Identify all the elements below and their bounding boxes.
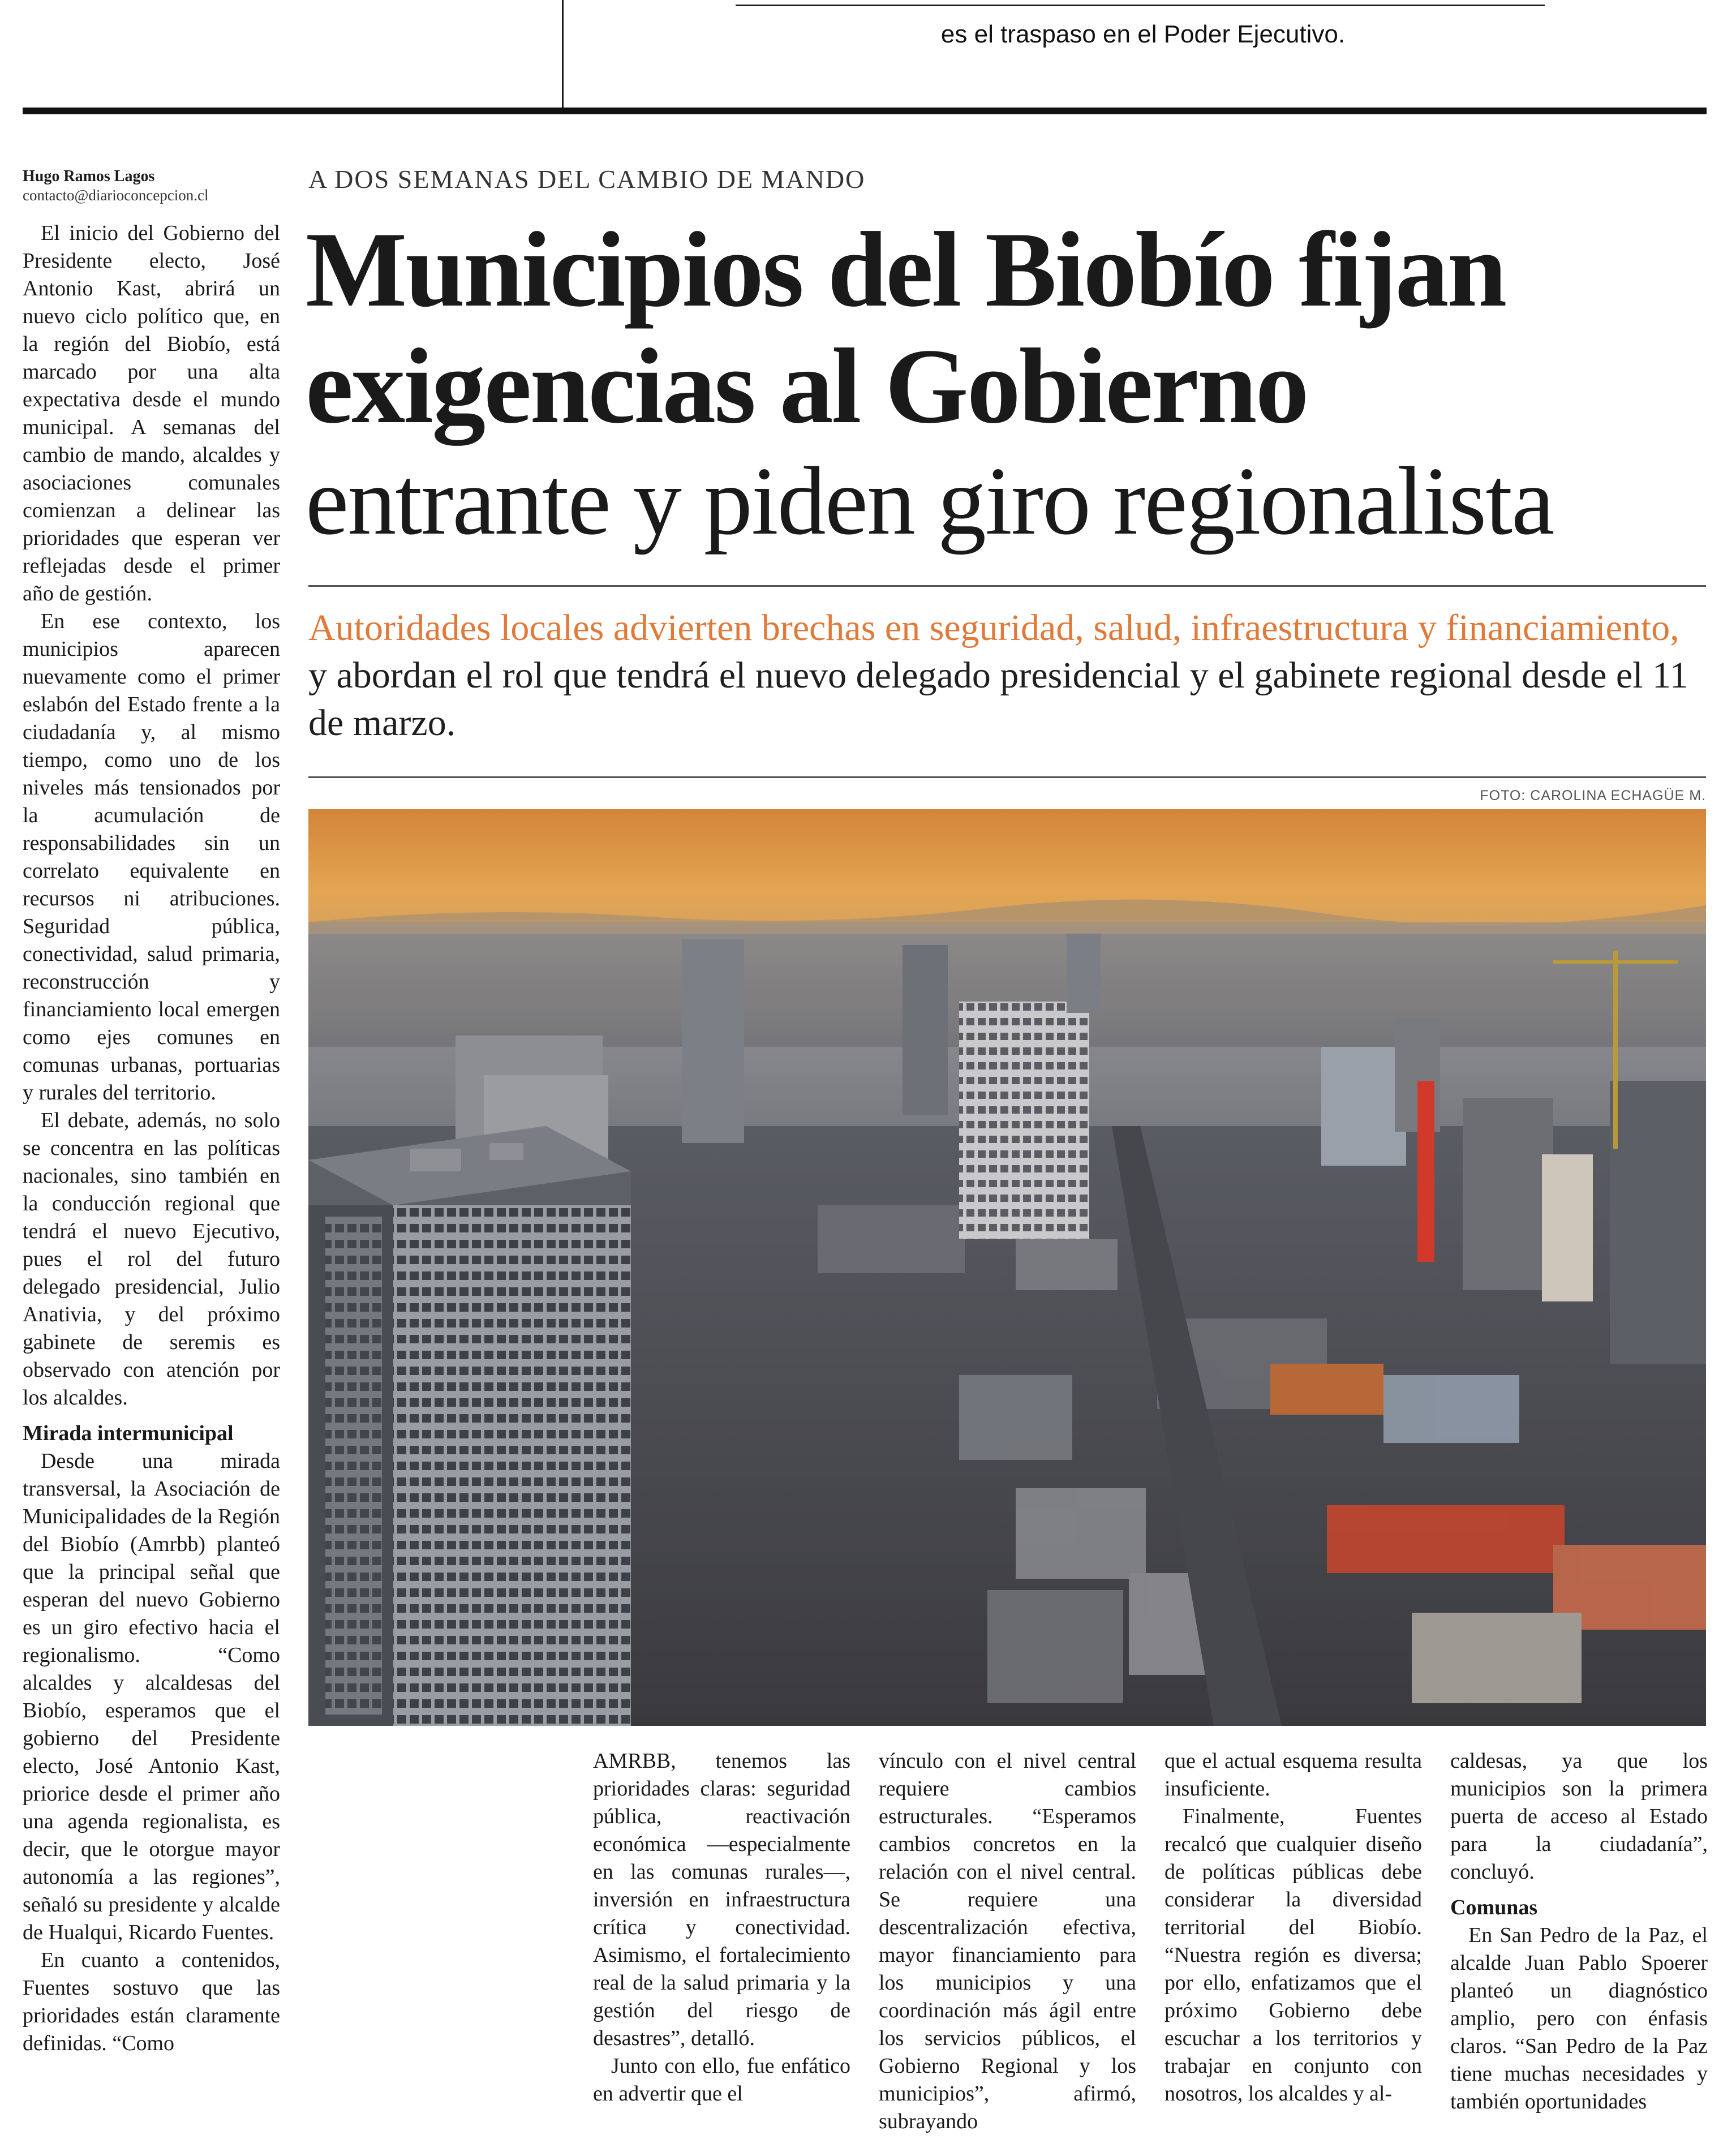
previous-article-continuation: es el traspaso en el Poder Ejecutivo. (940, 20, 1346, 48)
body-paragraph: En San Pedro de la Paz, el alcalde Juan Pablo Spoerer planteó un diagnóstico amplio, pero con énfasis claros. “San Pedro de la Paz tiene muchas necesidades y también oportunidades (1450, 1923, 1708, 2113)
subhead-mirada-intermunicipal: Mirada intermunicipal (23, 1421, 234, 1445)
byline-email[interactable]: contacto@diarioconcepcion.cl (23, 187, 209, 204)
article-deck (308, 604, 1706, 747)
body-column-1 (23, 220, 280, 2143)
body-paragraph: Junto con ello, fue enfático en advertir que el (593, 2054, 850, 2106)
body-column-5 (1450, 1747, 1708, 2148)
headline-line-1: Municipios del Biobío fijan (306, 210, 1506, 329)
headline-rule (308, 585, 1706, 587)
body-paragraph: En cuanto a contenidos, Fuentes sostuvo que las prioridades están claramente definidas. “Como (23, 1948, 280, 2055)
deck-rest: y abordan el rol que tendrá el nuevo delegado presidencial y el gabinete regional desde el 11 de marzo. (308, 655, 1688, 744)
body-column-2 (593, 1747, 850, 2148)
photo-credit: FOTO: CAROLINA ECHAGÜE M. (1480, 788, 1706, 804)
body-paragraph: AMRBB, tenemos las prioridades claras: seguridad pública, reactivación económica —especialmente en las comunas rurales—, inversión en infraestructura crítica y conectividad. Asimismo, el fortalecimiento real de la salud primaria y la gestión del riesgo de desastres”, detalló. (593, 1749, 850, 2050)
body-paragraph: Desde una mirada transversal, la Asociación de Municipalidades de la Región del Biobío (Amrbb) planteó que la principal señal que esperan del nuevo Gobierno es un giro efectivo hacia el regionalismo. “Como alcaldes y alcaldesas del Biobío, esperamos que el gobierno del Presidente electo, José Antonio Kast, priorice desde el primer año una agenda regionalista, es decir, que le otorgue mayor autonomía a las regiones”, señaló su presidente y alcalde de Hualqui, Ricardo Fuentes. (23, 1449, 280, 1944)
body-paragraph: El debate, además, no solo se concentra en las políticas nacionales, sino también en la conducción regional que tendrá el nuevo Ejecutivo, pues el rol del futuro delegado presidencial, Julio Anativia, y del próximo gabinete de seremis es observado con atención por los alcaldes. (23, 1109, 280, 1410)
subhead-comunas: Comunas (1450, 1896, 1538, 1919)
body-paragraph: vínculo con el nivel central requiere cambios estructurales. “Esperamos cambios concretos en la relación con el nivel central. Se requiere una descentralización efectiva, mayor financiamiento para los municipios y una coordinación más ágil entre los servicios públicos, el Gobierno Regional y los municipios”, afirmó, subrayando (879, 1749, 1136, 2133)
headline-line-2: exigencias al Gobierno (306, 327, 1308, 446)
section-divider-rule (23, 108, 1707, 114)
body-paragraph: En ese contexto, los municipios aparecen nuevamente como el primer eslabón del Estado frente a la ciudadanía y, al mismo tiempo, como uno de los niveles más tensionados por la acumulación de responsabilidades sin un correlato equivalente en recursos ni atribuciones. Seguridad pública, conectividad, salud primaria, reconstrucción y financiamiento local emergen como ejes comunes en comunas urbanas, portuarias y rurales del territorio. (23, 609, 280, 1105)
deck-highlight: Autoridades locales advierten brechas en seguridad, salud, infraestructura y financiamiento, (308, 607, 1679, 648)
body-paragraph: El inicio del Gobierno del Presidente electo, José Antonio Kast, abrirá un nuevo ciclo político que, en la región del Biobío, está marcado por una alta expectativa desde el mundo municipal. A semanas del cambio de mando, alcaldes y asociaciones comunales comienzan a delinear las prioridades que esperan ver reflejadas desde el primer año de gestión. (23, 221, 280, 605)
body-column-4 (1165, 1747, 1422, 2148)
top-vertical-rule (562, 0, 564, 108)
deck-rule (308, 776, 1706, 778)
city-aerial-photo (308, 809, 1706, 1726)
top-hairline-rule (736, 5, 1545, 6)
headline-line-3: entrante y piden giro regionalista (306, 448, 1554, 555)
body-column-3 (879, 1747, 1136, 2148)
byline-author: Hugo Ramos Lagos (23, 167, 155, 185)
article-kicker: A DOS SEMANAS DEL CAMBIO DE MANDO (308, 165, 866, 194)
body-paragraph: caldesas, ya que los municipios son la primera puerta de acceso al Estado para la ciudadanía”, concluyó. (1450, 1749, 1708, 1884)
body-paragraph: Finalmente, Fuentes recalcó que cualquier diseño de políticas públicas debe considerar la diversidad territorial del Biobío. “Nuestra región es diversa; por ello, enfatizamos que el próximo Gobierno debe escuchar a los territorios y trabajar en conjunto con nosotros, los alcaldes y al- (1165, 1805, 1422, 2106)
body-paragraph: que el actual esquema resulta insuficiente. (1165, 1749, 1422, 1801)
